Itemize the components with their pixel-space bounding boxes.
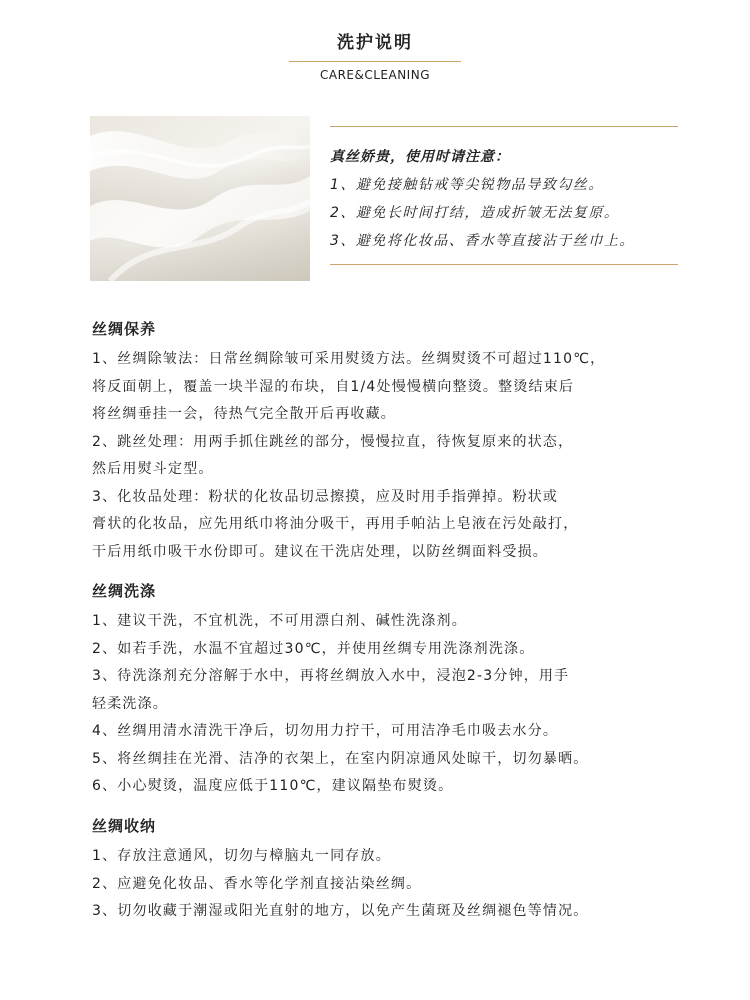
paragraph-line: 2、应避免化妆品、香水等化学剂直接沾染丝绸。 bbox=[92, 875, 422, 892]
paragraph-line: 轻柔洗涤。 bbox=[92, 695, 168, 712]
paragraph-line: 将反面朝上，覆盖一块半湿的布块，自1/4处慢慢横向整烫。整烫结束后 bbox=[92, 378, 575, 395]
paragraph-line: 2、如若手洗，水温不宜超过30℃，并使用丝绸专用洗涤剂洗涤。 bbox=[92, 640, 535, 657]
notice-item: 3、避免将化妆品、香水等直接沾于丝巾上。 bbox=[330, 233, 635, 249]
paragraph-line: 4、丝绸用清水清洗干净后，切勿用力拧干，可用洁净毛巾吸去水分。 bbox=[92, 723, 559, 739]
notice-bottom-rule bbox=[330, 264, 678, 265]
paragraph-line: 将丝绸垂挂一会，待热气完全散开后再收藏。 bbox=[92, 406, 396, 422]
paragraph-line: 3、化妆品处理：粉状的化妆品切忌擦摸，应及时用手指弹掉。粉状或 bbox=[92, 488, 559, 505]
paragraph-line: 干后用纸巾吸干水份即可。建议在干洗店处理，以防丝绸面料受损。 bbox=[92, 543, 548, 560]
page-header bbox=[0, 28, 750, 82]
paragraph-line: 3、待洗涤剂充分溶解于水中，再将丝绸放入水中，浸泡2-3分钟，用手 bbox=[92, 668, 570, 684]
paragraph-line: 膏状的化妆品，应先用纸巾将油分吸干，再用手帕沾上皂液在污处敲打， bbox=[92, 516, 579, 532]
page-title: 洗护说明 bbox=[337, 33, 413, 53]
section-title: 丝绸保养 bbox=[92, 320, 157, 338]
section-title: 丝绸收纳 bbox=[92, 817, 157, 835]
notice-item: 2、避免长时间打结，造成折皱无法复原。 bbox=[330, 205, 620, 221]
paragraph-line: 1、建议干洗，不宜机洗，不可用漂白剂、碱性洗涤剂。 bbox=[92, 613, 467, 629]
paragraph-line: 然后用熨斗定型。 bbox=[92, 461, 214, 477]
paragraph-line: 3、切勿收藏于潮湿或阳光直射的地方，以免产生菌斑及丝绸褪色等情况。 bbox=[92, 903, 589, 919]
paragraph-line: 6、小心熨烫，温度应低于110℃，建议隔垫布熨烫。 bbox=[92, 778, 454, 794]
section-title: 丝绸洗涤 bbox=[92, 582, 157, 600]
title-divider bbox=[289, 61, 461, 62]
page-subtitle: CARE&CLEANING bbox=[319, 68, 430, 82]
storage-section bbox=[92, 815, 692, 926]
paragraph-line: 5、将丝绸挂在光滑、洁净的衣架上，在室内阴凉通风处晾干，切勿暴晒。 bbox=[92, 750, 589, 767]
washing-section bbox=[92, 580, 692, 801]
notice-item: 1、避免接触钻戒等尖锐物品导致勾丝。 bbox=[330, 177, 604, 193]
paragraph-line: 1、丝绸除皱法：日常丝绸除皱可采用熨烫方法。丝绸熨烫不可超过110℃， bbox=[92, 351, 606, 367]
notice-heading: 真丝娇贵，使用时请注意： bbox=[330, 149, 510, 165]
maintenance-section bbox=[92, 318, 692, 566]
paragraph-line: 2、跳丝处理：用两手抓住跳丝的部分，慢慢拉直，待恢复原来的状态， bbox=[92, 433, 574, 450]
notice-top-rule bbox=[330, 126, 678, 127]
notice-box bbox=[330, 126, 678, 265]
paragraph-line: 1、存放注意通风，切勿与樟脑丸一同存放。 bbox=[92, 848, 391, 864]
silk-fabric-image bbox=[90, 116, 310, 281]
